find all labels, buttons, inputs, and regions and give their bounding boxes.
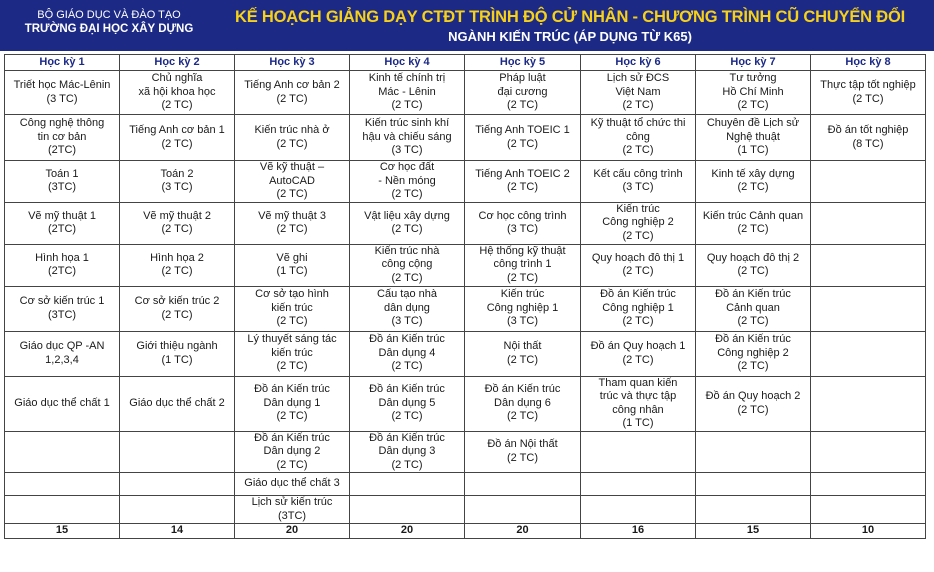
course-text: Lịch sử kiến trúc (3TC) [251, 496, 333, 522]
course-cell [5, 202, 120, 244]
course-cell [581, 244, 696, 286]
course-cell [465, 115, 581, 161]
course-cell [696, 473, 811, 496]
course-cell [120, 331, 235, 376]
course-text: Đồ án tốt nghiệp (8 TC) [827, 124, 909, 150]
table-row [5, 202, 926, 244]
table-row [5, 115, 926, 161]
course-text: Đồ án Kiến trúc Dân dụng 5 (2 TC) [369, 383, 445, 423]
course-text: Kết cấu công trình (3 TC) [593, 167, 683, 194]
course-text: Tham quan kiến trúc và thực tập công nhân (1 TC) [598, 376, 678, 429]
course-cell [235, 331, 350, 376]
course-text: Giáo dục QP -AN 1,2,3,4 [19, 340, 105, 366]
credit-total: 15 [696, 524, 811, 539]
course-cell [465, 473, 581, 496]
course-text: Hình họa 2 (2 TC) [150, 251, 204, 277]
course-cell [696, 496, 811, 524]
semester-header: Học kỳ 3 [235, 55, 350, 71]
course-cell [5, 71, 120, 115]
course-text: Thực tập tốt nghiệp (2 TC) [820, 79, 916, 105]
course-cell [811, 431, 926, 473]
course-cell [120, 473, 235, 496]
course-cell [465, 376, 581, 431]
course-text: Cấu tạo nhà dân dụng (3 TC) [377, 288, 437, 328]
course-cell [5, 286, 120, 331]
course-cell [235, 376, 350, 431]
course-cell [465, 202, 581, 244]
course-cell [235, 202, 350, 244]
course-text: Kiến trúc nhà công cộng (2 TC) [374, 244, 440, 284]
credit-total: 10 [811, 524, 926, 539]
credit-total: 15 [5, 524, 120, 539]
course-cell [465, 244, 581, 286]
course-cell [465, 331, 581, 376]
course-cell [235, 496, 350, 524]
course-cell [465, 431, 581, 473]
course-text: Chuyên đề Lịch sử Nghệ thuật (1 TC) [706, 117, 800, 157]
course-text: Kiến trúc nhà ở (2 TC) [254, 124, 330, 150]
course-cell [811, 331, 926, 376]
course-cell [811, 71, 926, 115]
semester-header: Học kỳ 4 [350, 55, 465, 71]
course-text: Tiếng Anh TOEIC 1 (2 TC) [475, 124, 570, 150]
page-title: KẾ HOẠCH GIẢNG DẠY CTĐT TRÌNH ĐỘ CỬ NHÂN - CHƯƠNG TRÌNH CŨ CHUYỂN ĐỔI [235, 8, 905, 26]
course-text: Giới thiệu ngành (1 TC) [136, 340, 218, 366]
table-row [5, 496, 926, 524]
course-cell [120, 496, 235, 524]
course-cell [581, 202, 696, 244]
course-cell [350, 115, 465, 161]
course-cell [696, 244, 811, 286]
credit-total: 20 [465, 524, 581, 539]
course-text: Kiến trúc Công nghiệp 2 (2 TC) [602, 202, 674, 242]
course-cell [465, 161, 581, 203]
course-text: Tiếng Anh cơ bản 1 (2 TC) [129, 124, 225, 150]
course-text: Vẽ mỹ thuật 1 (2TC) [28, 209, 96, 235]
course-cell [350, 286, 465, 331]
course-cell [5, 115, 120, 161]
course-cell [235, 71, 350, 115]
course-cell [350, 473, 465, 496]
course-cell [120, 71, 235, 115]
course-text: Đồ án Nội thất (2 TC) [487, 438, 558, 464]
course-text: Đồ án Kiến trúc Công nghiệp 1 (2 TC) [600, 288, 676, 328]
table-row [5, 431, 926, 473]
course-text: Lý thuyết sáng tác kiến trúc (2 TC) [247, 333, 337, 373]
course-text: Pháp luật đại cương (2 TC) [497, 72, 548, 112]
course-text: Chủ nghĩa xã hội khoa học (2 TC) [138, 72, 216, 112]
course-cell [120, 115, 235, 161]
course-cell [350, 496, 465, 524]
totals-row [5, 524, 926, 539]
course-text: Kinh tế xây dựng (2 TC) [711, 167, 795, 194]
course-text: Đồ án Kiến trúc Dân dụng 4 (2 TC) [369, 333, 445, 373]
semester-header: Học kỳ 6 [581, 55, 696, 71]
course-text: Vẽ mỹ thuật 3 (2 TC) [258, 209, 326, 235]
credit-total: 14 [120, 524, 235, 539]
course-text: Cơ học đất - Nền móng (2 TC) [378, 161, 436, 200]
course-cell [235, 161, 350, 203]
course-cell [581, 376, 696, 431]
course-text: Đồ án Kiến trúc Dân dụng 2 (2 TC) [254, 431, 330, 471]
course-text: Đồ án Kiến trúc Công nghiệp 2 (2 TC) [715, 333, 791, 373]
course-text: Cơ sở kiến trúc 1 (3TC) [19, 295, 105, 321]
course-cell [581, 161, 696, 203]
course-text: Vẽ ghi (1 TC) [276, 251, 308, 277]
course-cell [811, 115, 926, 161]
course-text: Cơ sở tạo hình kiến trúc (2 TC) [255, 288, 329, 328]
credit-total: 20 [235, 524, 350, 539]
course-cell [811, 496, 926, 524]
course-cell [350, 431, 465, 473]
course-cell [811, 161, 926, 203]
course-cell [696, 376, 811, 431]
course-cell [235, 244, 350, 286]
course-cell [696, 286, 811, 331]
table-row [5, 473, 926, 496]
course-text: Đồ án Kiến trúc Cảnh quan (2 TC) [715, 288, 791, 328]
course-text: Tiếng Anh TOEIC 2 (2 TC) [475, 167, 570, 194]
course-text: Cơ sở kiến trúc 2 (2 TC) [134, 295, 220, 321]
title-block [220, 6, 920, 46]
course-text: Kỹ thuật tổ chức thi công (2 TC) [590, 117, 686, 157]
course-cell [696, 431, 811, 473]
semester-header: Học kỳ 7 [696, 55, 811, 71]
course-text: Giáo dục thể chất 3 [244, 477, 340, 490]
course-text: Đồ án Kiến trúc Dân dụng 3 (2 TC) [369, 431, 445, 471]
course-cell [581, 496, 696, 524]
course-cell [581, 431, 696, 473]
course-cell [696, 115, 811, 161]
semester-header-row [5, 55, 926, 71]
credit-total: 16 [581, 524, 696, 539]
course-text: Đồ án Kiến trúc Dân dụng 1 (2 TC) [254, 383, 330, 423]
course-cell [5, 161, 120, 203]
course-cell [465, 496, 581, 524]
university-name: TRƯỜNG ĐẠI HỌC XÂY DỰNG [24, 23, 194, 35]
course-cell [465, 286, 581, 331]
course-text: Giáo dục thể chất 2 [129, 396, 225, 409]
course-cell [5, 431, 120, 473]
course-cell [465, 71, 581, 115]
course-text: Đồ án Quy hoạch 2 (2 TC) [705, 390, 801, 416]
course-cell [811, 286, 926, 331]
course-text: Lịch sử ĐCS Việt Nam (2 TC) [606, 72, 670, 112]
course-cell [235, 431, 350, 473]
table-row [5, 244, 926, 286]
course-cell [581, 71, 696, 115]
course-cell [5, 496, 120, 524]
course-cell [350, 161, 465, 203]
course-text: Nội thất (2 TC) [503, 340, 542, 366]
course-cell [811, 473, 926, 496]
course-text: Toán 2 (3 TC) [160, 167, 194, 194]
semester-header: Học kỳ 8 [811, 55, 926, 71]
course-text: Vật liệu xây dựng (2 TC) [364, 209, 450, 235]
course-text: Đồ án Kiến trúc Dân dụng 6 (2 TC) [484, 383, 561, 423]
course-cell [811, 376, 926, 431]
course-cell [120, 376, 235, 431]
course-text: Kiến trúc Công nghiệp 1 (3 TC) [486, 288, 559, 328]
course-cell [581, 473, 696, 496]
ministry-name: BỘ GIÁO DỤC VÀ ĐÀO TẠO [37, 9, 181, 21]
course-cell [120, 431, 235, 473]
course-cell [5, 473, 120, 496]
course-cell [350, 202, 465, 244]
course-cell [350, 244, 465, 286]
course-cell [696, 161, 811, 203]
course-text: Công nghệ thông tin cơ bản (2TC) [19, 117, 105, 157]
course-cell [811, 244, 926, 286]
course-text: Vẽ mỹ thuật 2 (2 TC) [143, 209, 211, 235]
table-row [5, 331, 926, 376]
course-cell [696, 331, 811, 376]
organization-block [0, 8, 218, 37]
course-cell [5, 331, 120, 376]
course-text: Giáo dục thể chất 1 [14, 396, 110, 409]
course-cell [120, 244, 235, 286]
course-cell [120, 161, 235, 203]
course-cell [811, 202, 926, 244]
course-text: Hình họa 1 (2TC) [35, 251, 89, 277]
course-cell [581, 331, 696, 376]
page-subtitle: NGÀNH KIẾN TRÚC (ÁP DỤNG TỪ K65) [448, 29, 692, 44]
table-row [5, 161, 926, 203]
course-cell [696, 71, 811, 115]
table-row [5, 376, 926, 431]
course-text: Cơ học công trình (3 TC) [478, 209, 567, 235]
course-cell [235, 115, 350, 161]
course-cell [5, 244, 120, 286]
course-cell [120, 202, 235, 244]
credit-total: 20 [350, 524, 465, 539]
course-cell [696, 202, 811, 244]
curriculum-table [4, 54, 926, 539]
course-text: Tiếng Anh cơ bản 2 (2 TC) [244, 79, 340, 105]
semester-header: Học kỳ 2 [120, 55, 235, 71]
course-text: Vẽ kỹ thuật – AutoCAD (2 TC) [259, 161, 325, 200]
course-cell [350, 331, 465, 376]
course-text: Tư tưởng Hồ Chí Minh (2 TC) [722, 72, 784, 112]
course-text: Toán 1 (3TC) [45, 167, 79, 194]
course-text: Quy hoạch đô thị 2 (2 TC) [706, 251, 800, 277]
course-cell [581, 115, 696, 161]
course-cell [5, 376, 120, 431]
course-cell [350, 71, 465, 115]
course-cell [581, 286, 696, 331]
course-cell [235, 286, 350, 331]
table-row [5, 286, 926, 331]
course-text: Kinh tế chính trị Mác - Lênin (2 TC) [368, 72, 446, 112]
course-cell [120, 286, 235, 331]
course-cell [235, 473, 350, 496]
course-cell [350, 376, 465, 431]
semester-header: Học kỳ 5 [465, 55, 581, 71]
course-text: Đồ án Quy hoạch 1 (2 TC) [590, 340, 686, 366]
course-text: Quy hoạch đô thị 1 (2 TC) [591, 251, 685, 277]
course-text: Hệ thống kỹ thuật công trình 1 (2 TC) [479, 244, 566, 284]
course-text: Triết học Mác-Lênin (3 TC) [13, 79, 111, 105]
semester-header: Học kỳ 1 [5, 55, 120, 71]
header-banner [0, 0, 934, 51]
course-text: Kiến trúc Cảnh quan (2 TC) [702, 209, 804, 235]
course-text: Kiến trúc sinh khí hậu và chiếu sáng (3 TC) [362, 117, 452, 157]
table-row [5, 71, 926, 115]
